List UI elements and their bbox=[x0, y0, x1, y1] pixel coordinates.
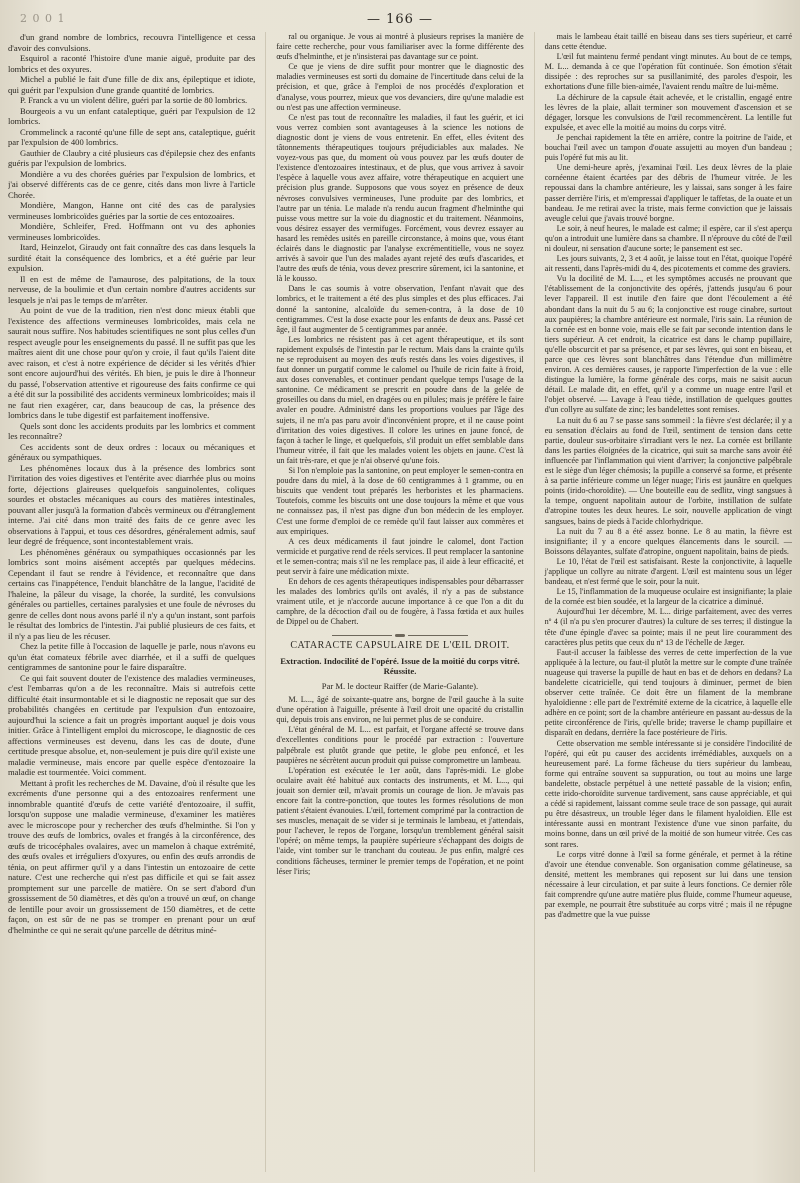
paragraph: P. Franck a vu un violent délire, guéri par la sortie de 80 lombrics. bbox=[20, 95, 248, 105]
paragraph: M. L..., âgé de soixante-quatre ans, borgne de l'œil gauche à la suite d'une opération à l'aiguille, présente à l'œil droit une opacité du cristallin qui, depuis trois ans environ, ne lui permet plus de se conduire. bbox=[276, 695, 524, 725]
article-cataracte-body bbox=[276, 695, 523, 877]
paragraph: Au point de vue de la tradition, rien n'est donc mieux établi que l'existence des affections vermineuses lombricoïdes, mais cela ne saurait nous suffire. Nos habitudes scientifiques ne sont plus celles d'un respect aveugle pour les enseignements du passé. Il ne suffit pas que les maîtres aient dit une chose pour qu'on y croie, il faut qu'ils l'aient dite avec raison, et c'est à notre expérience de décider si les vérités d'hier sont encore aujourd'hui des vérités. Eh bien, je puis le dire à l'honneur du passé, l'observation attentive et rigoureuse des faits confirme ce qui a été dit sur la possibilité des accidents vermineux lombricoïdes; mais il ne faut rien exagérer, car, dans beaucoup de cas, la présence des lombrics dans le tube digestif est parfaitement inoffensive. bbox=[8, 305, 256, 420]
paragraph: Aujourd'hui 1er décembre, M. L... dirige parfaitement, avec des verres nº 4 (il n'a pu s'en procurer d'autres) la culture de ses terres; il distingue la tête d'une épingle d'avec sa pointe; mais il ne peut lire couramment des caractères plus petits que ceux du nº 13 de l'échelle de Jæger. bbox=[544, 607, 792, 647]
article-author: Par M. le docteur Raiffer (de Marie-Galante). bbox=[321, 680, 479, 691]
paragraph: Le corps vitré donne à l'œil sa forme générale, et permet à la rétine d'avoir une étendue convenable. Son organisation comme gélatineuse, sa densité, mettent les membranes qui reposent sur lui dans une tension nécessaire à leur circulation, et par suite à leurs fonctions. Ce dernier rôle fait comprendre qu'une autre matière plus fluide, comme l'humeur aqueuse, par exemple, ne pourrait être substituée au corps vitré ; mais il ne répugne pas d'admettre que la vue puisse bbox=[544, 849, 792, 920]
paragraph: Bourgeois a vu un enfant cataleptique, guéri par l'expulsion de 12 lombrics. bbox=[8, 105, 256, 126]
paragraph: Les jours suivants, 2, 3 et 4 août, je laisse tout en l'état, quoique l'opéré ait ressenti, dans l'après-midi du 4, des picotements et comme des graviers. bbox=[544, 254, 792, 274]
folio-mark: 2 0 0 1 bbox=[20, 12, 66, 25]
section-divider bbox=[276, 633, 523, 638]
paragraph: Le 15, l'inflammation de la muqueuse oculaire est insignifiante; la plaie de la cornée est bien soudée, et la largeur de la cicatrice a diminué. bbox=[544, 587, 792, 607]
paragraph: L'œil fut maintenu fermé pendant vingt minutes. Au bout de ce temps, M. L... demanda à ce que l'opération fût continuée. Son émotion s'était dissipée : des reproches sur sa pusillanimité, des paroles d'espoir, les exhortations d'une fille bien-aimée, l'avaient rendu maître de lui-même. bbox=[544, 52, 792, 92]
paragraph: Mettant à profit les recherches de M. Davaine, d'où il résulte que les excréments d'une personne qui a des entozoaires renferment une innombrable quantité d'œufs de cette variété d'entozoaire, il suffit, lorsqu'on suppose une maladie vermineuse, d'examiner les matières avec le microscope pour y rechercher des œufs d'helminthe. Si l'on y trouve des œufs de lombrics, ovales et frangés à la circonférence, des œufs de tricocéphales ovalaires, avec un mamelon à chaque extrémité, des œufs ovales et irréguliers d'oxyures, ou enfin des œufs arrondis de ténia, on peut affirmer qu'il y a dans l'intestin un entozoaire de cette nature. C'est une recherche qui n'est pas difficile et qui se fait assez promptement sur une parcelle de matière. On se sert d'abord d'un grossissement de 50 diamètres, et dès qu'on a trouvé un œuf, on change de lentille pour avoir un grossissement de 150 diamètres, et de cette façon, on est sûr de ne pas se tromper en prenant pour un œuf d'helminthe ce qui ne serait qu'une parcelle de détritus miné- bbox=[8, 777, 256, 935]
paragraph: Vu la docilité de M. L..., et les symptômes accusés ne prouvant que l'établissement de la conjonctivite des opérés, j'attends jusqu'au 6 pour lever l'appareil. Il est inutile d'en faire que dont l'écoulement a été abondant dans la nuit du 5 au 6; la conjonctive est rouge cinabre, surtout aux paupières; la chambre antérieure est normale, l'iris sain. La réunion de la cornée est en bonne voie, mais elle se fait par seconde intention dans le tiers supérieur. A cet endroit, la cicatrice est dans le champ pupillaire, qu'elle obscurcit et par sa présence, et par ses lèvres, qui sont en biseau, et parce que ces lèvres sont blanchâtres dans l'étendue d'un millimètre environ. A ces dernières causes, je rapporte l'imperfection de la vue : elle distingue la lumière, la forme générale des corps, mais ne saisit aucun détail. Le malade dit, en effet, qu'il y a comme un nuage entre l'œil et l'objet observé. — Lavage à l'eau tiède, instillation de quelques gouttes d'un collyre au sulfate de zinc; les bandelettes sont remises. bbox=[544, 274, 792, 415]
paragraph: Faut-il accuser la faiblesse des verres de cette imperfection de la vue appliquée à la lecture, ou faut-il plutôt la mettre sur le compte d'une traînée nuageuse qui traverse la pupille de haut en bas et de dehors en dedans? La bandelette cicatricielle, qui tend toujours à diminuer, permet de bien observer cette traînée. Ce doit être un filament de la membrane hyaloïdienne : elle part de l'extrémité externe de la cicatrice, à laquelle elle adhère en ce point; sort de la chambre antérieure en passant au-dessus de la petite circonférence de l'iris, qu'elle bride; traverse le champ pupillaire et disparaît en dedans, derrière la face postérieure de l'iris. bbox=[544, 647, 792, 738]
article-subtitle: Extraction. Indocilité de l'opéré. Issue de la moitié du corps vitré. Réussite. bbox=[280, 655, 520, 677]
paragraph: Mondière a vu des chorées guéries par l'expulsion de lombrics, et j'ai observé différents cas de ce genre, cités dans mon livre à l'article Chorée. bbox=[8, 168, 256, 200]
paragraph: Crommelinck a raconté qu'une fille de sept ans, cataleptique, guérit par l'expulsion de 400 lombrics. bbox=[8, 126, 256, 147]
column-middle bbox=[265, 32, 523, 1172]
paragraph: Le 10, l'état de l'œil est satisfaisant. Reste la conjonctivite, à laquelle j'applique un collyre au nitrate d'argent. L'œil est maintenu sous un léger bandeau, et n'est fermé que le soir, pour la nuit. bbox=[544, 556, 792, 587]
paragraph: Une demi-heure après, j'examinai l'œil. Les deux lèvres de la plaie cornéenne étaient écartées par des débris de l'humeur vitrée. Je les repoussai dans la chambre antérieure, les y laissai, sans songer à les faire passer derrière l'iris, et m'empressai d'appliquer le taffetas, de la ouate et un bandeau. Je me retirai avec la triste, mais ferme conviction que je laissais aveugle celui que j'avais trouvé borgne. bbox=[544, 163, 792, 223]
paragraph: mais le lambeau était taillé en biseau dans ses tiers supérieur, et carré dans cette étendue. bbox=[544, 32, 792, 52]
paragraph: ral ou organique. Je vous ai montré à plusieurs reprises la manière de faire cette recherche, pour vous familiariser avec la forme différente des œufs d'helminthe, et je n'insisterai pas davantage sur ce point. bbox=[276, 32, 524, 62]
column-left bbox=[8, 32, 255, 1172]
paragraph: Il en est de même de l'amaurose, des palpitations, de la toux nerveuse, de la boulimie et d'un certain nombre d'autres accidents sur lesquels je n'ai pas le temps de m'arrêter. bbox=[8, 273, 256, 305]
paragraph: Si l'on n'emploie pas la santonine, on peut employer le semen-contra en poudre dans du miel, à la dose de 60 centigrammes à 1 gramme, ou en biscuits que vendent tout préparés les herboristes et les pharmaciens. Toutefois, comme les biscuits ont une dose toujours la même et que vous ne connaissez pas, il n'est pas digne d'un bon médecin de les employer. C'est une forme d'emploi de ce remède qu'il faut laisser aux commères et aux empiriques. bbox=[276, 466, 524, 536]
paragraph: Ces accidents sont de deux ordres : locaux ou mécaniques et généraux ou sympathiques. bbox=[8, 441, 256, 462]
paragraph: L'état général de M. L... est parfait, et l'organe affecté se trouve dans d'excellentes conditions pour le procédé par extraction : l'ouverture palpébrale est plutôt grande que petite, le globe peu enfoncé, et les paupières ne sécrètent aucun produit qui puisse compromettre un lambeau. bbox=[276, 725, 524, 765]
paragraph: Les phénomènes locaux dus à la présence des lombrics sont l'irritation des voies digestives et l'entérite avec diarrhée plus ou moins forte, déjections glaireuses quelquefois sanguinolentes, coliques sourdes et obstacles mécaniques au cours des matières intestinales, pouvant aller jusqu'à la formation d'abcès vermineux ou d'étranglement interne. J'ai cité dans mon traité des faits de ce genre avec les observations à l'appui, et tous ces désordres, généralement admis, sauf leur degré de fréquence, sont incontestablement vrais. bbox=[8, 462, 256, 546]
paragraph: La nuit du 7 au 8 a été assez bonne. Le 8 au matin, la fièvre est insignifiante; il y a encore quelques élancements dans le sourcil. — Boissons délayantes, sulfate d'atropine, onguent napolitain, bains de pieds. bbox=[544, 526, 792, 556]
paragraph: Michel a publié le fait d'une fille de dix ans, épileptique et idiote, qui guérit par l'expulsion d'une grande quantité de lombrics. bbox=[8, 74, 256, 95]
paragraph: Quels sont donc les accidents produits par les lombrics et comment les reconnaître? bbox=[8, 420, 256, 441]
paragraph: A ces deux médicaments il faut joindre le calomel, dont l'action vermicide et purgative rend de réels services. Il peut remplacer la santonine et le semen-contra; mais s'il ne les remplace pas, il aide à leur efficacité, et peut servir à faire une médication mixte. bbox=[276, 536, 524, 576]
paragraph: La nuit du 6 au 7 se passe sans sommeil : la fièvre s'est déclarée; il y a eu sensation d'éclairs au fond de l'œil, sentiment de tension dans cette partie, douleur sus-orbitaire s'irradiant vers le nez. La cornée est brillante dans les parties éloignées de la cicatrice, qui suit sa marche sans avoir été influencée par l'inflammation qui vient d'arriver; la conjonctive palpébrale est le siège d'un léger chémosis; la pupille a conservé sa forme, et présente à sa partie inférieure comme un léger nuage; l'iris est jaunâtre en quelques points (irido-choroïdite). — Une bouteille eau de sedlitz, vingt sangsues à la tempe, onguent napolitain autour de l'orbite, instillation de sulfate d'atropine toutes les deux heures. Le soir, nouvelle application de vingt sangsues, bains de pieds à l'acide chlorhydrique. bbox=[544, 415, 792, 526]
paragraph: Esquirol a raconté l'histoire d'une manie aiguë, produite par des lombrics et des oxyures. bbox=[8, 53, 256, 74]
text-columns bbox=[8, 32, 792, 1172]
paragraph: Dans le cas soumis à votre observation, l'enfant n'avait que des lombrics, et le traitement a été des plus simples et des plus efficaces. J'ai donné la santonine, alcaloïde du semen-contra, à la dose de 10 centigrammes. C'est la dose exacte pour les enfants de deux ans. Passé cet âge, il faut augmenter de 5 centigrammes par année. bbox=[276, 284, 524, 334]
paragraph: Gauthier de Claubry a cité plusieurs cas d'épilepsie chez des enfants guéris par l'expulsion de lombrics. bbox=[8, 147, 256, 168]
paragraph: Je penchai rapidement la tête en arrière, contre la poitrine de l'aide, et bouchai l'œil avec un tampon d'ouate assujetti au moyen d'un bandeau ; puis l'opéré fut mis au lit. bbox=[544, 132, 792, 163]
column-right bbox=[534, 32, 792, 1172]
page-number: — 166 — bbox=[366, 11, 434, 27]
paragraph: Mondière, Schleifer, Fred. Hoffmann ont vu des aphonies vermineuses lombricoïdes. bbox=[8, 221, 256, 242]
article-santonine-continuation bbox=[276, 32, 523, 628]
paragraph: En dehors de ces agents thérapeutiques indispensables pour débarrasser les malades des lombrics qu'ils ont avalés, il n'y a pas de substance vraiment utile, et je n'accorde aucune importance à ce que l'on a dit du camphre, de la décoction d'ail ou de fougère, à l'assa fœtida et aux huiles de Dippel ou de Chabert. bbox=[276, 577, 524, 627]
page-header bbox=[8, 8, 792, 30]
paragraph: Les lombrics ne résistent pas à cet agent thérapeutique, et ils sont rapidement expulsés de l'intestin par le rectum. Mais dans la crainte qu'ils ne se reproduisent au moyen des œufs restés dans les voies digestives, il faut donner un purgatif comme le calomel ou l'huile de ricin faite à froid, aux doses convenables, et continuer pendant quelque temps l'usage de la santonine. Ce médicament se prescrit en poudre dans de la gelée de groseilles ou dans du miel, en dragées ou en pilules; mais je préfère le faire avaler en poudre. Administré dans les proportions voulues par l'âge des sujets, il ne m'a pas paru avoir d'inconvénient propre, et il ne cause point d'irritation des voies digestives. Il colore les urines en jaune foncé, de façon à tacher le linge, et quelquefois, s'il produit un effet semblable dans l'humeur vitrée, il fait que les malades voient les objets en jaune. C'est là un fait très-rare, et que je n'ai observé qu'une fois. bbox=[276, 334, 524, 465]
paragraph: La déchirure de la capsule était achevée, et le cristallin, engagé entre les lèvres de la plaie, allait terminer son mouvement d'ascension et se dégager, lorsque les convulsions de l'œil recommencèrent. La lentille fut expulsée, et avec elle la moitié au moins du corps vitré. bbox=[544, 92, 792, 132]
paragraph: Ce n'est pas tout de reconnaître les maladies, il faut les guérir, et ici vous verrez combien sont avantageuses à la science les notions de diagnostic dont je viens de vous entretenir. En effet, elles évitent des tâtonnements thérapeutiques toujours préjudiciables aux malades. Ne voyez-vous pas que, du moment où vous pouvez par les œufs douter de l'existence d'entozoaires intestinaux, et de plus, que vous arrivez à savoir l'espèce à laquelle vous avez affaire, votre thérapeutique en acquiert une précision plus grande. Supposons que vous soyez en présence de deux névroses convulsives vermineuses, l'une produite par des lombrics, et l'autre par un ténia. Le malade n'a rendu aucun fragment d'helminthe qui puisse vous mettre sur la voie du diagnostic et du traitement. Néanmoins, vous désirez essayer des vermifuges. Forcément, vous devrez essayer au hasard les remèdes usités en pareille circonstance, à moins que, vous étant éclairés dans le diagnostic par l'analyse excrémentitielle, vous ne soyez arrivés à savoir que l'un des malades ayant rejeté des œufs d'ascarides, et l'autre des œufs de ténia, vous devez prescrire sûrement, ici la santonine, et là le kousso. bbox=[276, 112, 524, 284]
paragraph: Ce que je viens de dire suffit pour montrer que le diagnostic des maladies vermineuses est sorti du domaine de l'incertitude dans celui de la précision, et que, grâce à l'emploi de nos procédés d'exploration et d'analyse, vous pourrez, mieux que vos devanciers, dire qu'une maladie est ou n'est pas une affection vermineuse. bbox=[276, 62, 524, 112]
paragraph: Ce qui fait souvent douter de l'existence des maladies vermineuses, c'est l'embarras qu'on a de les reconnaître. Mais si autrefois cette difficulté était insurmontable et si le diagnostic ne reposait que sur des probabilités changées en certitude par l'expulsion d'un entozoaire, aujourd'hui la science a fait un progrès important auquel je dois vous initier. Grâce à l'intelligent emploi du microscope, le diagnostic de ces affections vermineuses est devenu, dans les cas de doute, d'une certitude presque absolue, et, non-seulement je puis dire qu'il existe une maladie vermineuse, mais encore par quelle espèce d'entozoaire la maladie est tourmentée. Voici comment. bbox=[8, 672, 256, 777]
paragraph: Cette observation me semble intéressante si je considère l'indocilité de l'opéré, qui eût pu causer des accidents irrémédiables, auxquels on a heureusement paré. La forme fâcheuse du tiers supérieur du lambeau, forme qui entraîne souvent sa suppuration, ou tout au moins une large bandelette, obstacle perpétuel à une netteté passable de la vision; enfin, cette irido-choroïdite survenue tardivement, sans cause appréciable, et qui a cédé si rapidement, laissant comme seule trace de son passage, qui aurait pu être désastreux, un trouble léger dans le filament hyaloïdien. Elle est intéressante aussi en montrant l'existence d'une vue sinon parfaite, du moins bonne, dans un œil privé de la moitié de son humeur vitrée. Ces cas sont rares. bbox=[544, 738, 792, 849]
paragraph: L'opération est exécutée le 1er août, dans l'après-midi. Le globe oculaire avait été habitué aux contacts des instruments, et M. L..., qui jouait son dernier œil, m'avait promis un courage de lion. Je m'avais pas encore fait la contre-ponction, que toutes les formes résolutions de mon patient s'étaient évanouies. L'œil, fortement comprimé par la contraction de ses muscles, menaçait de se vider si je terminais le lambeau, et j'attendais, pour l'achever, le repos de l'organe, lorsqu'un tremblement général saisit l'opéré; on même temps, la paupière supérieure s'échappant des doigts de l'aide, vint tomber sur le tranchant du couteau. Je pus enfin, malgré ces conditions fâcheuses, terminer le premier temps de l'opération, et ne point léser l'iris; bbox=[276, 765, 524, 876]
paragraph: d'un grand nombre de lombrics, recouvra l'intelligence et cessa d'avoir des convulsions. bbox=[8, 32, 256, 53]
paragraph: Mondière, Mangon, Hanne ont cité des cas de paralysies vermineuses lombricoïdes guéries par la sortie de ces entozoaires. bbox=[8, 200, 256, 221]
article-title: CATARACTE CAPSULAIRE DE L'ŒIL DROIT. bbox=[290, 640, 510, 652]
paragraph: Les phénomènes généraux ou sympathiques occasionnés par les lombrics sont moins aisément acceptés par quelques médecins. Cependant il faut se rendre à l'évidence, et reconnaître que dans certains cas l'inappétence, l'enduit blanchâtre de la langue, l'acidité de l'haleine, la pâleur du visage, la chorée, la surdité, les convulsions générales ou partielles, certaines paralysies et une foule de névroses du genre de celles dont nous avons parlé il n'y a qu'un instant, sont parfois le résultat des lombrics de l'intestin. J'ai publié plusieurs de ces faits, et il n'y a pas lieu de les récuser. bbox=[8, 546, 256, 641]
paragraph: Itard, Heinzelot, Giraudy ont fait connaître des cas dans lesquels la surdité était la conséquence des lombrics, et a été guérie par leur expulsion. bbox=[8, 242, 256, 273]
paragraph: Le soir, à neuf heures, le malade est calme; il espère, car il s'est aperçu qu'on a introduit une lumière dans sa chambre. Il n'éprouve du côté de l'œil ni douleur, ni sensation d'aucune sorte; le pansement est sec. bbox=[544, 223, 792, 253]
paragraph: Chez la petite fille à l'occasion de laquelle je parle, nous n'avons eu qu'un état comateux fébrile avec diarrhée, et il a suffi de quelques centigrammes de santonine pour le faire disparaître. bbox=[8, 641, 256, 672]
